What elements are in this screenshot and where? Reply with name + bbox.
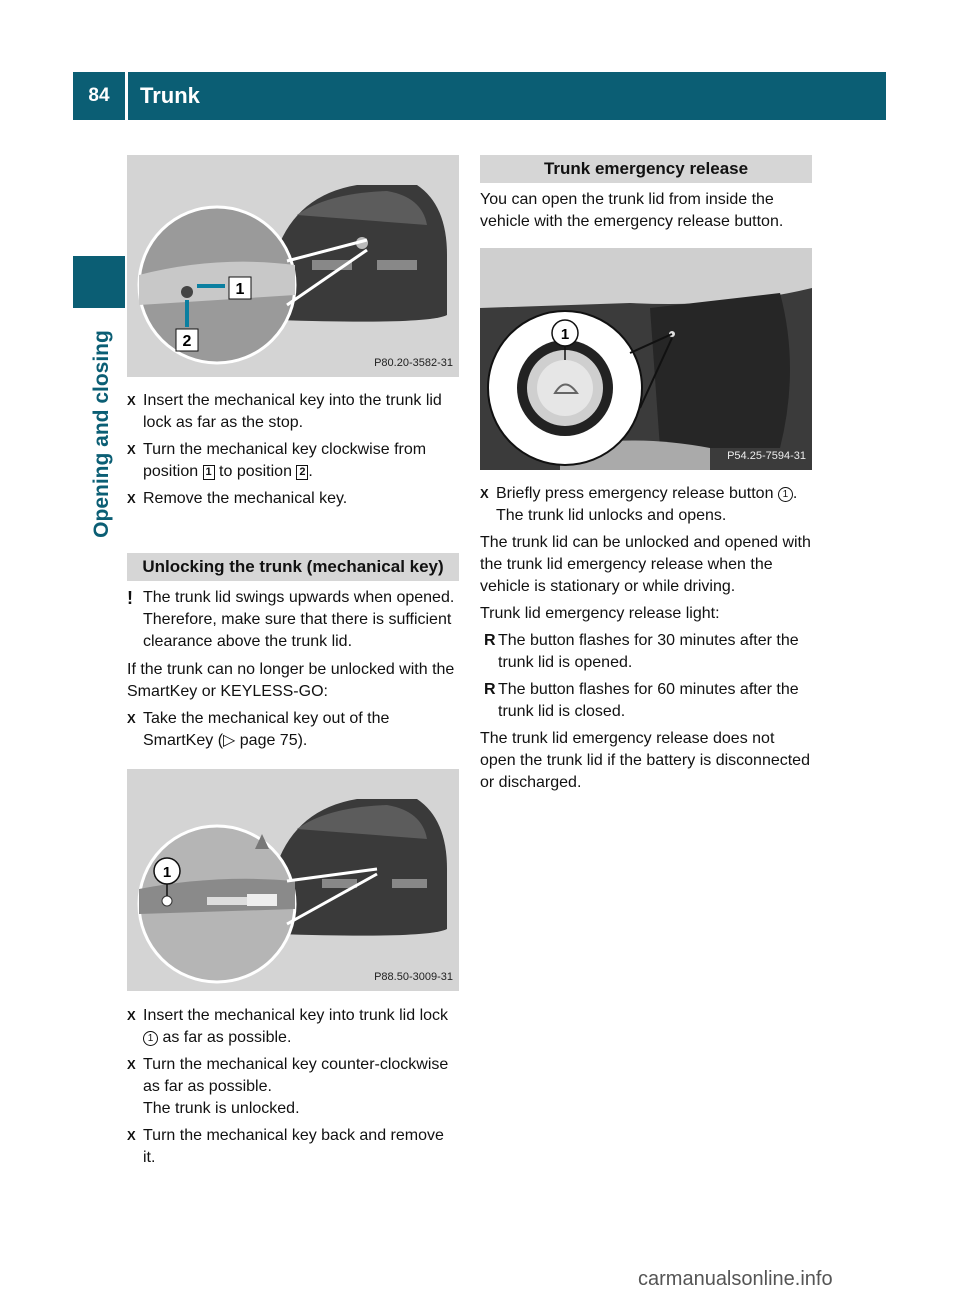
left-column [127, 155, 459, 1169]
bullet-icon: R [484, 632, 496, 649]
lock-callout-marker: 1 [143, 1031, 158, 1046]
paragraph: Trunk lid emergency release light: [480, 605, 720, 622]
step-arrow-icon: X [127, 1008, 136, 1023]
step-remove-key [127, 488, 459, 510]
step-text: Take the mechanical key out of the SmartKey (▷ page 75). [143, 710, 390, 749]
fig3-callout-1: 1 [560, 326, 570, 343]
step-arrow-icon: X [127, 393, 136, 408]
sidebar-marker [73, 256, 125, 308]
figure-trunk-lock-positions [127, 155, 459, 377]
step-turn-counter-clockwise [127, 1054, 459, 1120]
warning-icon: ! [127, 588, 133, 608]
step-text: Turn the mechanical key counter-clockwise as far as possible. [143, 1056, 449, 1095]
paragraph: If the trunk can no longer be unlocked with the SmartKey or KEYLESS-GO: [127, 661, 455, 700]
bullet-item [480, 679, 812, 723]
figure-code: P54.25-7594-31 [727, 450, 806, 462]
bullet-item [480, 630, 812, 674]
warning-text: The trunk lid swings upwards when opened. Therefore, make sure that there is sufficient clearance above the trunk lid. [143, 589, 455, 650]
section-heading-mechanical-key: Unlocking the trunk (mechanical key) [127, 553, 459, 581]
step-text: Remove the mechanical key. [143, 490, 348, 507]
figure-code: P88.50-3009-31 [374, 971, 453, 983]
step-turn-back-remove [127, 1125, 459, 1169]
step-take-key [127, 708, 459, 752]
figure-code: P80.20-3582-31 [374, 357, 453, 369]
step-text: . [792, 485, 798, 502]
step-text: Briefly press emergency release button [496, 485, 778, 502]
right-column [480, 155, 812, 794]
step-press-button [480, 483, 812, 527]
page-title: Trunk [128, 72, 886, 120]
paragraph: The trunk lid emergency release does not open the trunk lid if the battery is disconnected or discharged. [480, 730, 810, 791]
step-text: Turn the mechanical key clockwise from position [143, 441, 427, 480]
paragraph: The trunk lid can be unlocked and opened with the trunk lid emergency release when the vehicle is stationary or while driving. [480, 534, 811, 595]
step-text: Insert the mechanical key into the trunk lid lock as far as the stop. [143, 392, 442, 431]
step-result: The trunk lid unlocks and opens. [496, 507, 727, 524]
page-number: 84 [73, 72, 125, 120]
step-insert-key-lock [127, 1005, 459, 1049]
step-insert-key [127, 390, 459, 434]
step-text: as far as possible. [158, 1029, 292, 1046]
fig1-callout-1: 1 [235, 281, 245, 298]
paragraph-intro: You can open the trunk lid from inside the vehicle with the emergency release button. [480, 191, 784, 230]
button-callout-marker: 1 [778, 487, 793, 502]
figure-emergency-release-button [480, 248, 812, 470]
warning-note [127, 587, 459, 653]
fig1-callout-2: 2 [182, 333, 192, 350]
figure-trunk-lid-lock [127, 769, 459, 991]
sidebar-section-label: Opening and closing [90, 330, 113, 538]
bullet-text: The button flashes for 30 minutes after the trunk lid is opened. [498, 632, 799, 671]
step-turn-key [127, 439, 459, 483]
step-arrow-icon: X [127, 1057, 136, 1072]
bullet-text: The button flashes for 60 minutes after the trunk lid is closed. [498, 681, 799, 720]
step-text: Insert the mechanical key into trunk lid lock [143, 1007, 449, 1024]
position-2-marker: 2 [296, 465, 308, 480]
step-arrow-icon: X [127, 491, 136, 506]
position-1-marker: 1 [203, 465, 215, 480]
step-arrow-icon: X [127, 711, 136, 726]
step-text: . [308, 463, 313, 480]
step-arrow-icon: X [127, 442, 136, 457]
step-text: to position [214, 463, 297, 480]
step-text: Turn the mechanical key back and remove it. [143, 1127, 444, 1166]
bullet-icon: R [484, 681, 496, 698]
section-heading-emergency-release: Trunk emergency release [480, 155, 812, 183]
fig2-callout-1: 1 [162, 864, 172, 881]
step-arrow-icon: X [480, 486, 489, 501]
watermark: carmanualsonline.info [638, 1268, 833, 1290]
step-arrow-icon: X [127, 1128, 136, 1143]
step-result: The trunk is unlocked. [143, 1100, 300, 1117]
